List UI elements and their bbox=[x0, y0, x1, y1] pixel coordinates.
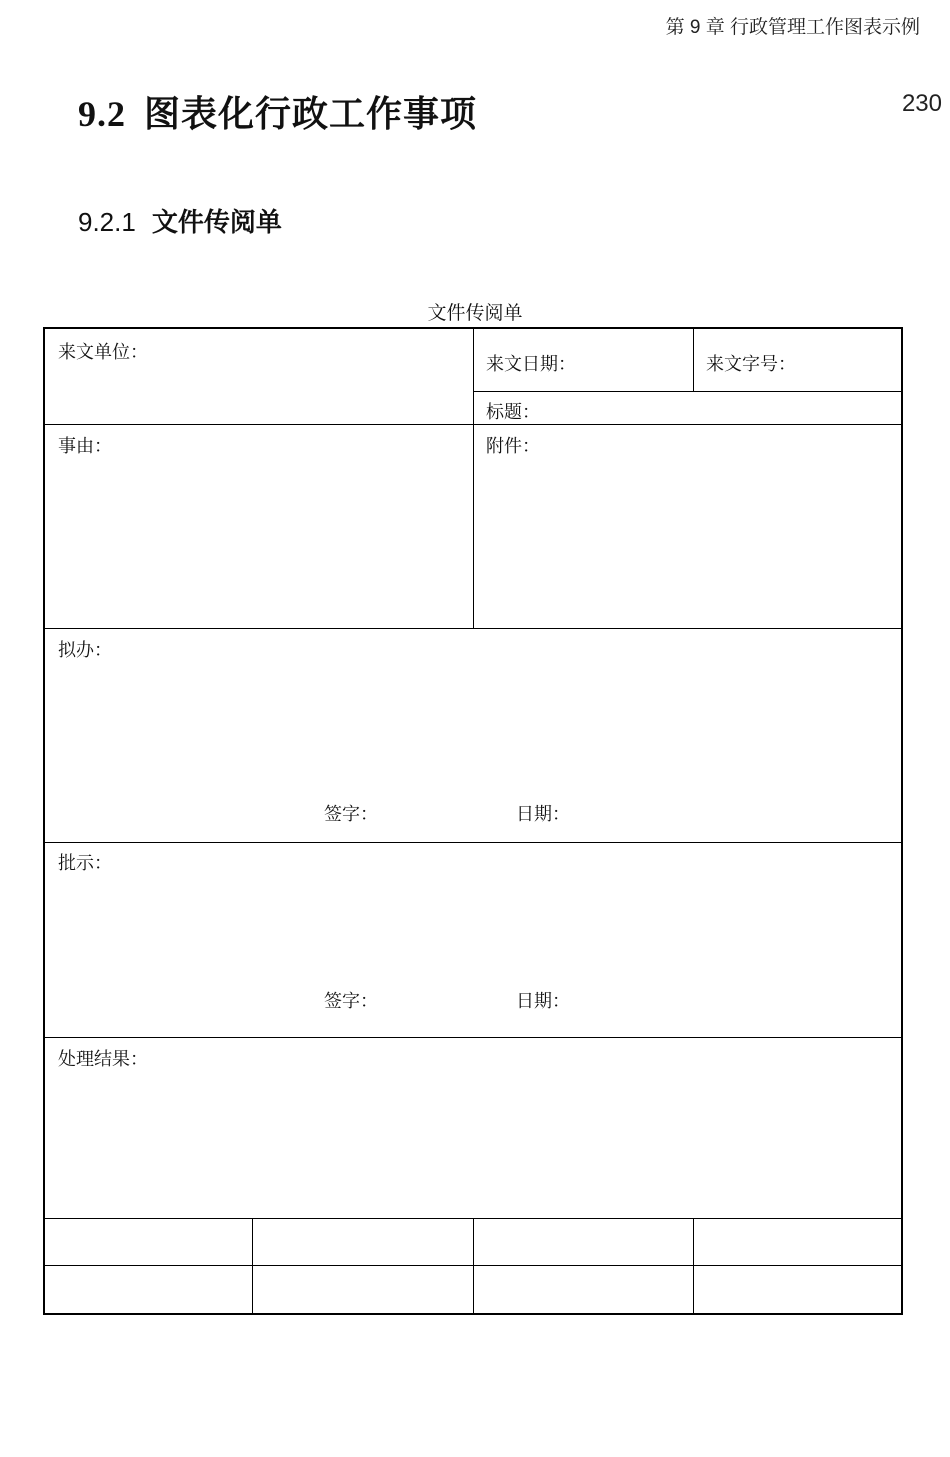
circulation-form bbox=[43, 327, 903, 1315]
section-number: 9.2 bbox=[78, 94, 126, 134]
instruction-date-label: 日期： bbox=[516, 991, 570, 1011]
rule-date-split bbox=[693, 329, 694, 391]
subsection-title bbox=[78, 202, 282, 239]
grid-cell-r1-c4[interactable] bbox=[693, 1218, 901, 1265]
section-title bbox=[78, 86, 477, 137]
grid-cell-r1-c3[interactable] bbox=[473, 1218, 693, 1265]
subsection-title-text: 文件传阅单 bbox=[151, 208, 282, 237]
section-title-text: 图表化行政工作事项 bbox=[144, 94, 478, 134]
rule-reason-bottom bbox=[45, 628, 901, 629]
instruction-signature-label: 签字： bbox=[324, 991, 378, 1011]
grid-cell-r2-c3[interactable] bbox=[473, 1265, 693, 1313]
grid-cell-r2-c2[interactable] bbox=[252, 1265, 473, 1313]
grid-cell-r1-c1[interactable] bbox=[45, 1218, 252, 1265]
rule-header-center bbox=[473, 329, 474, 628]
reason-label: 事由： bbox=[58, 436, 112, 456]
rule-instruction-bottom bbox=[45, 1037, 901, 1038]
proposal-date-label: 日期： bbox=[516, 804, 570, 824]
rule-date-row-bottom bbox=[473, 391, 901, 392]
source-date-label: 来文日期： bbox=[486, 354, 576, 374]
subsection-number: 9.2.1 bbox=[78, 207, 136, 237]
instruction-label: 批示： bbox=[58, 853, 112, 873]
subject-label: 标题： bbox=[486, 402, 540, 422]
grid-cell-r2-c1[interactable] bbox=[45, 1265, 252, 1313]
running-header: 第 9 章 行政管理工作图表示例 bbox=[665, 17, 920, 38]
grid-cell-r1-c2[interactable] bbox=[252, 1218, 473, 1265]
proposal-signature-label: 签字： bbox=[324, 804, 378, 824]
rule-proposal-bottom bbox=[45, 842, 901, 843]
grid-cell-r2-c4[interactable] bbox=[693, 1265, 901, 1313]
page-number: 230 bbox=[901, 90, 942, 117]
attachment-label: 附件： bbox=[486, 436, 540, 456]
form-title: 文件传阅单 bbox=[427, 303, 523, 324]
doc-number-label: 来文字号： bbox=[706, 354, 796, 374]
result-label: 处理结果： bbox=[58, 1049, 148, 1069]
proposal-label: 拟办： bbox=[58, 640, 112, 660]
source-unit-label: 来文单位： bbox=[58, 342, 148, 362]
